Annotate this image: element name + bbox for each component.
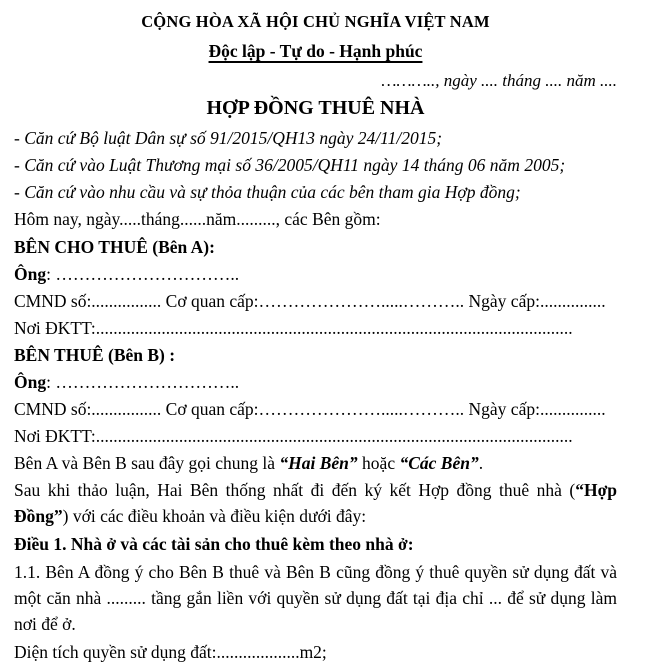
document-title: HỢP ĐỒNG THUÊ NHÀ — [206, 97, 425, 119]
collective-clause-term-cac-ben: “Các Bên” — [399, 453, 479, 473]
legal-basis-commercial-law: - Căn cứ vào Luật Thương mại số 36/2005/QH11 ngày 14 tháng 06 năm 2005; — [14, 155, 566, 175]
party-b-section — [14, 342, 617, 449]
collective-clause-prefix: Bên A và Bên B sau đây gọi chung là — [14, 453, 280, 473]
article-1-clause-1-1: 1.1. Bên A đồng ý cho Bên B thuê và Bên B cũng đồng ý thuê quyền sử dụng đất và một căn nhà ......... tầng gắn liền với quyền sử dụng đất tại địa chỉ ... để sử dụng làm nơi để ở. — [14, 562, 617, 634]
national-title: CỘNG HÒA XÃ HỘI CHỦ NGHĨA VIỆT NAM — [141, 12, 490, 31]
opening-line: Hôm nay, ngày.....tháng......năm........., các Bên gồm: — [14, 209, 381, 229]
party-b-heading: BÊN THUÊ (Bên B) : — [14, 345, 176, 365]
party-a-name-dots: : ………………………….. — [46, 264, 240, 284]
national-motto — [14, 39, 617, 63]
party-b-name-label: Ông — [14, 372, 47, 392]
party-a-section — [14, 234, 617, 341]
agreement-clause-prefix: Sau khi thảo luận, Hai Bên thống nhất đi đến ký kết Hợp đồng thuê nhà ( — [14, 480, 576, 500]
article-1-section — [14, 531, 617, 665]
party-a-id-line: CMND số:................ Cơ quan cấp:………………….....……….. Ngày cấp:............... — [14, 291, 606, 311]
legal-bases-section — [14, 125, 617, 205]
party-b-residence-line: Nơi ĐKTT:............................................................................................................. — [14, 426, 573, 446]
party-b-name-line — [14, 369, 617, 395]
party-b-id-line: CMND số:................ Cơ quan cấp:………………….....……….. Ngày cấp:............... — [14, 399, 606, 419]
collective-clause-term-hai-ben: “Hai Bên” — [279, 453, 358, 473]
agreement-clause-suffix: ) với các điều khoản và điều kiện dưới đây: — [62, 506, 367, 526]
party-a-name-label: Ông — [14, 264, 47, 284]
legal-basis-civil-code: - Căn cứ Bộ luật Dân sự số 91/2015/QH13 ngày 24/11/2015; — [14, 128, 443, 148]
article-1-heading: Điều 1. Nhà ở và các tài sản cho thuê kèm theo nhà ở: — [14, 534, 414, 554]
party-a-residence-line: Nơi ĐKTT:............................................................................................................. — [14, 318, 573, 338]
agreement-clause-term-hop-dong: “Hợp Đồng” — [14, 480, 617, 526]
party-b-name-dots: : ………………………….. — [46, 372, 240, 392]
collective-clause-connector: hoặc — [357, 453, 400, 473]
collective-clause-suffix: . — [478, 453, 484, 473]
collective-clause — [14, 450, 617, 476]
party-a-name-line — [14, 261, 617, 287]
party-a-heading: BÊN CHO THUÊ (Bên A): — [14, 237, 215, 257]
date-line: ……….., ngày .... tháng .... năm .... — [381, 71, 617, 90]
legal-basis-mutual-agreement: - Căn cứ vào nhu cầu và sự thỏa thuận của các bên tham gia Hợp đồng; — [14, 182, 521, 202]
article-1-land-area-line: Diện tích quyền sử dụng đất:...................m2; — [14, 642, 327, 662]
agreement-clause — [14, 477, 617, 529]
national-motto-text: Độc lập - Tự do - Hạnh phúc — [208, 41, 423, 61]
